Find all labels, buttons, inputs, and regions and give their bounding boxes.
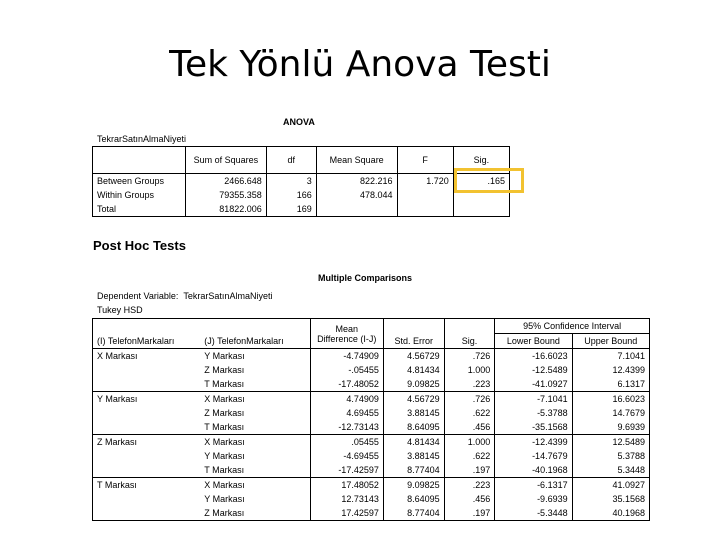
mc-group-label: X Markası	[97, 351, 138, 361]
mc-cell-j: Z Markası	[200, 406, 310, 420]
mc-cell-j: Y Markası	[200, 349, 310, 364]
table-row	[93, 377, 650, 392]
mc-cell-std-error: 8.77404	[383, 463, 444, 478]
mc-cell-lower: -14.7679	[495, 449, 572, 463]
anova-header-sig: Sig.	[473, 155, 490, 165]
mc-cell-j: X Markası	[200, 435, 310, 450]
anova-cell: 81822.006	[186, 202, 267, 217]
anova-cell: 2466.648	[186, 174, 267, 189]
mc-cell-upper: 6.1317	[617, 379, 645, 389]
posthoc-table-title: Multiple Comparisons	[318, 273, 413, 283]
posthoc-dependent-line	[97, 291, 272, 302]
anova-cell	[316, 202, 397, 217]
table-row	[93, 478, 650, 493]
mc-cell-sig: .223	[444, 377, 495, 392]
mc-header-ci: 95% Confidence Interval	[495, 319, 650, 334]
mc-cell-mean-diff: -4.69455	[310, 449, 383, 463]
anova-header-cell	[93, 147, 186, 174]
mc-cell-upper: 35.1568	[612, 494, 645, 504]
mc-cell-j: T Markası	[200, 377, 310, 392]
table-row	[93, 463, 650, 478]
mc-cell-sig: .223	[444, 478, 495, 493]
mc-cell-mean-diff: 12.73143	[310, 492, 383, 506]
mc-cell-j: Z Markası	[200, 363, 310, 377]
mc-cell-mean-diff: 4.69455	[310, 406, 383, 420]
mc-header-sig: Sig.	[444, 319, 495, 349]
mc-cell-sig: .622	[444, 449, 495, 463]
mc-cell-j: T Markası	[200, 463, 310, 478]
mc-cell-j: Y Markası	[200, 449, 310, 463]
mc-cell-lower: -7.1041	[495, 392, 572, 407]
mc-cell-mean-diff: -12.73143	[310, 420, 383, 435]
anova-dependent: TekrarSatınAlmaNiyeti	[97, 134, 187, 144]
mc-group-label	[93, 377, 201, 392]
mc-header-j: (J) TelefonMarkaları	[200, 319, 310, 349]
anova-cell: 166	[266, 188, 316, 202]
mc-cell-mean-diff: -.05455	[310, 363, 383, 377]
mc-cell-lower: -35.1568	[495, 420, 572, 435]
anova-header-ss: Sum of Squares	[186, 147, 267, 174]
mc-cell-lower: -12.4399	[495, 435, 572, 450]
mc-cell-std-error: 4.56729	[383, 392, 444, 407]
mc-cell-upper: 12.5489	[612, 437, 645, 447]
mc-cell-std-error: 8.64095	[383, 492, 444, 506]
mc-group-label	[93, 463, 201, 478]
mc-cell-sig: 1.000	[444, 363, 495, 377]
mc-cell-lower: -5.3448	[495, 506, 572, 521]
mc-cell-sig: .197	[444, 463, 495, 478]
mc-cell-mean-diff: -17.42597	[310, 463, 383, 478]
table-row	[93, 363, 650, 377]
anova-cell: 3	[266, 174, 316, 189]
anova-cell-sig: .165	[487, 176, 505, 186]
mc-header-lower: Lower Bound	[495, 334, 572, 349]
anova-header-f: F	[397, 147, 453, 174]
mc-cell-sig: .622	[444, 406, 495, 420]
mc-cell-j: Y Markası	[200, 492, 310, 506]
mc-cell-upper: 14.7679	[612, 408, 645, 418]
mc-cell-std-error: 4.81434	[383, 435, 444, 450]
anova-cell	[397, 202, 453, 217]
mc-cell-lower: -40.1968	[495, 463, 572, 478]
mc-cell-j: X Markası	[200, 392, 310, 407]
mc-cell-sig: .726	[444, 349, 495, 364]
mc-group-label	[93, 420, 201, 435]
mc-cell-std-error: 9.09825	[383, 478, 444, 493]
mc-group-label	[93, 449, 201, 463]
multiple-comparisons-table	[92, 318, 650, 521]
posthoc-dependent-value: TekrarSatınAlmaNiyeti	[183, 291, 273, 301]
mc-cell-std-error: 8.77404	[383, 506, 444, 521]
mc-group-label: T Markası	[97, 480, 137, 490]
mc-group-label	[93, 406, 201, 420]
anova-header-df: df	[266, 147, 316, 174]
table-row	[93, 506, 650, 521]
sig-highlight-box	[454, 168, 524, 193]
mc-cell-lower: -12.5489	[495, 363, 572, 377]
mc-cell-upper: 40.1968	[612, 508, 645, 518]
mc-cell-std-error: 4.81434	[383, 363, 444, 377]
mc-cell-std-error: 3.88145	[383, 406, 444, 420]
table-row	[93, 406, 650, 420]
mc-cell-mean-diff: 4.74909	[310, 392, 383, 407]
mc-cell-mean-diff: -17.48052	[310, 377, 383, 392]
mc-header-upper: Upper Bound	[584, 336, 638, 346]
mc-cell-sig: .456	[444, 492, 495, 506]
mc-cell-upper: 12.4399	[612, 365, 645, 375]
mc-group-label	[93, 492, 201, 506]
anova-cell: 79355.358	[186, 188, 267, 202]
mc-cell-j: T Markası	[200, 420, 310, 435]
anova-cell: 169	[266, 202, 316, 217]
anova-table	[92, 146, 510, 217]
mc-cell-j: Z Markası	[200, 506, 310, 521]
mc-cell-upper: 9.6939	[617, 422, 645, 432]
mc-cell-std-error: 8.64095	[383, 420, 444, 435]
mc-cell-std-error: 4.56729	[383, 349, 444, 364]
mc-cell-mean-diff: .05455	[310, 435, 383, 450]
mc-group-label	[93, 506, 201, 521]
mc-group-label: Y Markası	[97, 394, 138, 404]
table-row	[93, 492, 650, 506]
anova-cell: 822.216	[316, 174, 397, 189]
anova-cell: 1.720	[397, 174, 453, 189]
anova-row-label: Total	[93, 202, 186, 217]
mc-cell-std-error: 9.09825	[383, 377, 444, 392]
mc-cell-mean-diff: 17.48052	[310, 478, 383, 493]
mc-cell-lower: -16.6023	[495, 349, 572, 364]
mc-cell-sig: 1.000	[444, 435, 495, 450]
mc-group-label: Z Markası	[97, 437, 138, 447]
mc-cell-sig: .726	[444, 392, 495, 407]
mc-cell-sig: .197	[444, 506, 495, 521]
mc-cell-j: X Markası	[200, 478, 310, 493]
anova-cell	[397, 188, 453, 202]
mc-cell-upper: 7.1041	[617, 351, 645, 361]
mc-cell-mean-diff: -4.74909	[310, 349, 383, 364]
mc-cell-upper: 41.0927	[612, 480, 645, 490]
mc-cell-sig: .456	[444, 420, 495, 435]
slide-title: Tek Yönlü Anova Testi	[169, 44, 551, 85]
mc-cell-upper: 5.3448	[617, 465, 645, 475]
mc-cell-mean-diff: 17.42597	[310, 506, 383, 521]
posthoc-section-title: Post Hoc Tests	[93, 238, 186, 253]
mc-cell-lower: -5.3788	[495, 406, 572, 420]
table-row	[93, 449, 650, 463]
table-row	[93, 435, 650, 450]
anova-title: ANOVA	[283, 117, 315, 127]
mc-cell-std-error: 3.88145	[383, 449, 444, 463]
posthoc-dependent-label: Dependent Variable:	[97, 291, 179, 301]
mc-cell-upper: 5.3788	[617, 451, 645, 461]
table-row	[93, 420, 650, 435]
mc-group-label	[93, 363, 201, 377]
anova-header-ms: Mean Square	[316, 147, 397, 174]
anova-cell: 478.044	[316, 188, 397, 202]
mc-header-mean-diff: Mean Difference (I-J)	[310, 319, 383, 349]
mc-header-std-error: Std. Error	[383, 319, 444, 349]
anova-row-label: Between Groups	[93, 174, 186, 189]
mc-header-i: (I) TelefonMarkaları	[97, 336, 175, 346]
anova-cell	[453, 202, 509, 217]
table-row	[93, 349, 650, 364]
table-row	[93, 392, 650, 407]
posthoc-method: Tukey HSD	[97, 305, 143, 315]
mc-cell-lower: -6.1317	[495, 478, 572, 493]
anova-row-label: Within Groups	[93, 188, 186, 202]
mc-cell-upper: 16.6023	[612, 394, 645, 404]
mc-cell-lower: -41.0927	[495, 377, 572, 392]
mc-cell-lower: -9.6939	[495, 492, 572, 506]
